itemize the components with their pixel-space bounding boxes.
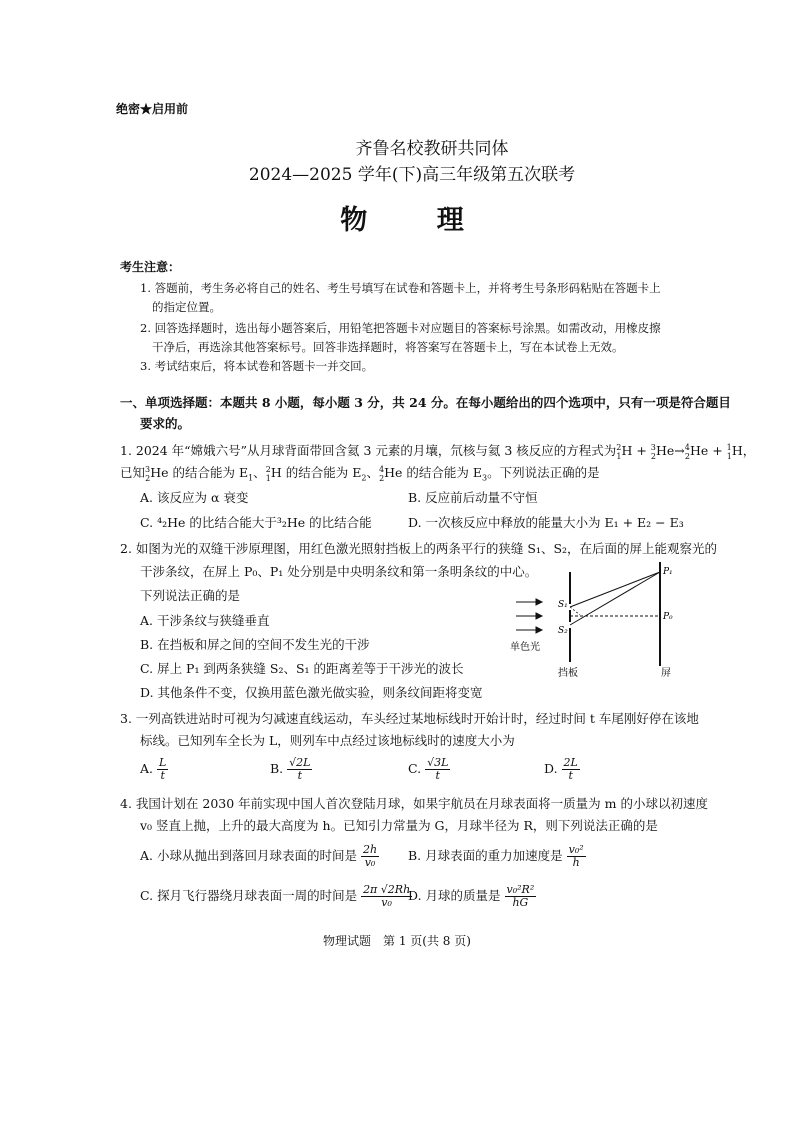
- question-2-stem: 2. 如图为光的双缝干涉原理图，用红色激光照射挡板上的两条平行的狭缝 S₁、S₂，在后面的屏上能观察光的: [120, 541, 718, 556]
- s2-label: S₂: [558, 626, 568, 636]
- note-line: 1. 答题前，考生务必将自己的姓名、考生号填写在试卷和答题卡上，并将考生号条形码粘贴在答题卡上: [140, 281, 661, 295]
- note-line: 干净后，再选涂其他答案标号。回答非选择题时，将答案写在答题卡上，写在本试卷上无效。: [152, 340, 624, 354]
- question-2-stem-line2: 干涉条纹，在屏上 P₀、P₁ 处分别是中央明条纹和第一条明条纹的中心。: [140, 564, 538, 579]
- note-line: 3. 考试结束后，将本试卷和答题卡一并交回。: [140, 359, 374, 373]
- exam-title: 2024—2025 学年(下)高三年级第五次联考: [248, 165, 576, 185]
- notes-title: 考生注意：: [120, 260, 181, 274]
- path-difference-mark: [570, 607, 580, 615]
- question-3-stem: 3. 一列高铁进站时可视为匀减速直线运动，车头经过某地标线时开始计时，经过时间 t 车尾刚好停在该地: [120, 711, 699, 726]
- p0-label: P₀: [663, 612, 673, 622]
- q1-option-d: D. 一次核反应中释放的能量大小为 E₁ + E₂ − E₃: [408, 515, 684, 530]
- ray-s1-p1: [570, 572, 660, 607]
- q4-option-d: D. 月球的质量是 $\frac{\text{v₀²R²}}{hG}$: [408, 883, 535, 909]
- q3-option-c: C. $\frac{√3L}{t}$: [408, 756, 449, 782]
- question-2-stem-line3: 下列说法正确的是: [140, 588, 241, 603]
- page-footer: 物理试题 第 1 页(共 8 页): [323, 934, 471, 948]
- question-4-stem: 4. 我国计划在 2030 年前实现中国人首次登陆月球，如果宇航员在月球表面将一质量为 m 的小球以初速度: [120, 796, 708, 811]
- baffle-label: 挡板: [558, 668, 578, 679]
- q2-option-d: D. 其他条件不变，仅换用蓝色激光做实验，则条纹间距将变宽: [140, 685, 483, 700]
- confidential-label: 绝密★启用前: [116, 102, 189, 116]
- question-1-stem-line2: 已知$^3_2$He 的结合能为 $E_1$、$^2_1$H 的结合能为 $E_2$、$^4_2$He 的结合能为 $E_3$。下列说法正确的是: [120, 464, 600, 483]
- question-4-stem-line2: v₀ 竖直上抛，上升的最大高度为 h。已知引力常量为 G，月球半径为 R，则下列说法正确的是: [140, 818, 658, 833]
- q3-option-a: A. $\frac{L}{t}$: [140, 756, 167, 782]
- q1-option-b: B. 反应前后动量不守恒: [408, 490, 538, 505]
- q4-option-b: B. 月球表面的重力加速度是 $\frac{\text{v₀²}}{h}$: [408, 843, 584, 869]
- section-heading: 一、单项选择题：本题共 8 小题，每小题 3 分，共 24 分。在每小题给出的四个选项中，只有一项是符合题目: [120, 395, 731, 410]
- ray-s2-p1: [570, 572, 660, 625]
- subject-title: 物 理: [340, 205, 494, 236]
- q2-option-b: B. 在挡板和屏之间的空间不发生光的干涉: [140, 637, 370, 652]
- s1-label: S₁: [558, 600, 568, 610]
- question-3-stem-line2: 标线。已知列车全长为 L，则列车中点经过该地标线时的速度大小为: [140, 733, 515, 748]
- q2-option-c: C. 屏上 P₁ 到两条狭缝 S₂、S₁ 的距离差等于干涉光的波长: [140, 661, 464, 676]
- question-1-stem: 1. 2024 年“嫦娥六号”从月球背面带回含氦 3 元素的月壤，氘核与氦 3 核反应的方程式为$^2_1$H + $^3_2$He→$^4_2$He + $^1_1$H，: [120, 442, 756, 461]
- q1-option-a: A. 该反应为 α 衰变: [140, 490, 249, 505]
- note-line: 的指定位置。: [152, 300, 221, 314]
- q4-option-a: A. 小球从抛出到落回月球表面的时间是 $\frac{2h}{\text{v₀}}$: [140, 843, 378, 869]
- incident-light-arrows: [516, 599, 542, 633]
- organization-title: 齐鲁名校教研共同体: [355, 139, 509, 159]
- q2-option-a: A. 干涉条纹与狭缝垂直: [140, 613, 270, 628]
- q3-option-b: B. $\frac{√2L}{t}$: [270, 756, 311, 782]
- p1-label: P₁: [663, 567, 673, 577]
- light-label: 单色光: [510, 642, 540, 653]
- q4-option-c: C. 探月飞行器绕月球表面一周的时间是 $\frac{2\pi √2Rh}{\text{v₀}}$: [140, 883, 411, 909]
- q1-option-c: C. ⁴₂He 的比结合能大于³₂He 的比结合能: [140, 515, 372, 530]
- section-heading-cont: 要求的。: [140, 416, 191, 431]
- double-slit-diagram: [508, 560, 678, 680]
- note-line: 2. 回答选择题时，选出每小题答案后，用铅笔把答题卡对应题目的答案标号涂黑。如需改动，用橡皮擦: [140, 321, 661, 335]
- q3-option-d: D. $\frac{2L}{t}$: [544, 756, 578, 782]
- screen-label: 屏: [661, 668, 671, 679]
